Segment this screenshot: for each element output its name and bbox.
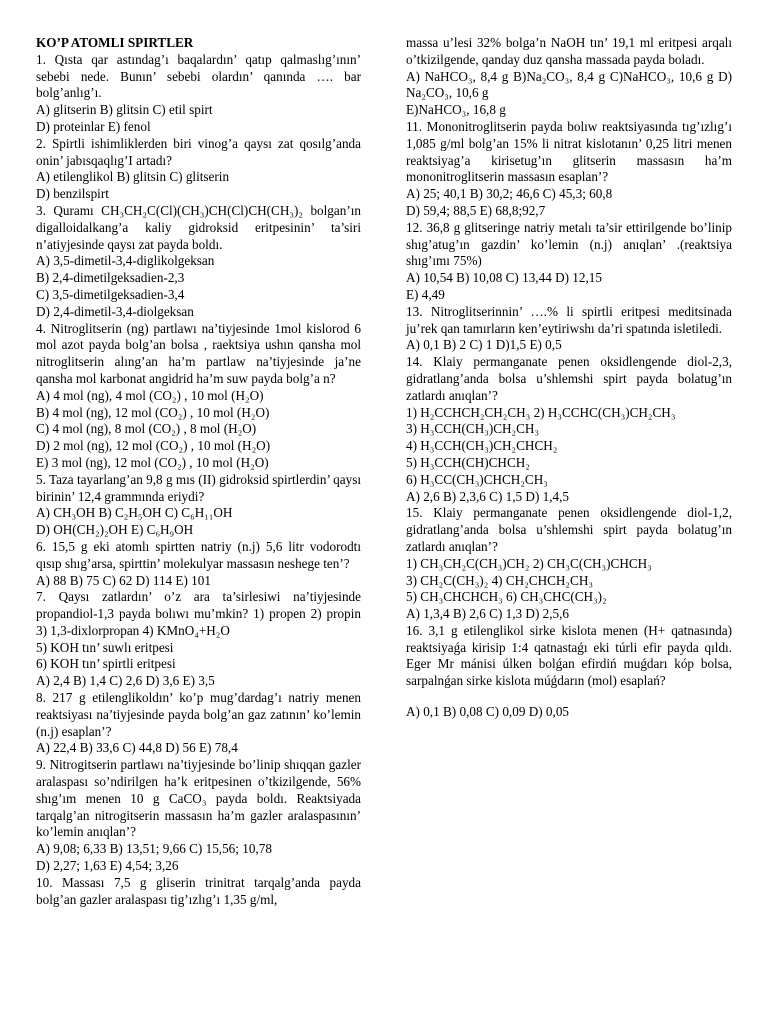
text-line: D) OH(CH₂)₂OH E) C₆H₉OH	[36, 522, 194, 538]
text-line: A) 0,1 B) 0,08 C) 0,09 D) 0,05	[406, 704, 570, 720]
text-line: 8. 217 g etilenglikoldın’ ko’p mug’dardag’ı natriy menen reaktsiyası na’tiyjesinde payda bolg’an gaz zatının’ ko’lemin (n.j) esaplan’?	[36, 690, 361, 739]
text-line: 12. 36,8 g glitseringe natriy metalı ta’sir ettirilgende bo’linip shıg’atug’ın gazdin’ ko’lemin (n.j) anıqlan’ .(reaktsiya shıg’ımı 75%)	[406, 219, 732, 269]
text-line: 13. Nitroglitserinnin’ ….% li spirtli eritpesi meditsinada ju’rek qan tamırların ken’eytiriwshı da’ri spatında isletiledi.	[406, 303, 732, 336]
text-line: 3) H₃CCH(CH₃)CH₂CH₃	[406, 421, 540, 437]
text-line: A) 4 mol (ng), 4 mol (CO₂) , 10 mol (H₂O)	[36, 387, 264, 403]
text-line: D) benzilspirt	[36, 186, 109, 202]
text-line: A) NaHCO₃, 8,4 g B)Na₂CO₃, 8,4 g C)NaHCO₃, 10,6 g D) Na₂CO₃, 10,6 g	[406, 68, 732, 101]
text-line: 1) H₂CCHCH₂CH₂CH₃ 2) H₃CCHC(CH₃)CH₂CH₃	[406, 404, 676, 420]
text-line: A) 3,5-dimetil-3,4-diglikolgeksan	[36, 253, 215, 269]
text-line: 5. Taza tayarlang’an 9,8 g mıs (II) gidroksid spirtlerdin’ qaysı birinin’ 12,4 grammında eriydi?	[36, 471, 361, 504]
text-line: B) 2,4-dimetilgeksadien-2,3	[36, 270, 185, 286]
text-line: 7. Qaysı zatlardın’ o’z ara ta’sirlesiwi na’tiyjesinde propandiol-1,3 payda bolıwı mu’mkin? 1) propen 2) propin 3) 1,3-dixlorpropan 4) KMnO₄+H₂O	[36, 589, 361, 638]
right-column-text	[406, 35, 732, 721]
text-line: A) 25; 40,1 B) 30,2; 46,6 C) 45,3; 60,8	[406, 186, 613, 202]
text-line: A) 9,08; 6,33 B) 13,51; 9,66 C) 15,56; 10,78	[36, 841, 272, 857]
text-line: 5) KOH tın’ suwlı eritpesi	[36, 639, 174, 655]
text-line: 4. Nitroglitserin (ng) partlawı na’tiyjesinde 1mol kislorod 6 mol azot payda bolg’an bolsa , raektsiya ushın qansha mol nitroglitserin alıng’an ha’m partlaw na’tiyjesinde ja’ne qansha mol karbonat angidrid ha’m suw payda bolg’a n?	[36, 320, 361, 386]
text-line: A) etilenglikol B) glitsin C) glitserin	[36, 169, 230, 185]
text-line: A) CH₃OH B) C₂H₅OH C) C₆H₁₁OH	[36, 505, 233, 521]
text-line: A) 0,1 B) 2 C) 1 D)1,5 E) 0,5	[406, 337, 562, 353]
text-line: 5) H₃CCH(CH)CHCH₂	[406, 454, 530, 470]
text-line: 16. 3,1 g etilenglikol sirke kislota menen (H+ qatnasında) reaktsiyaǵa kirisip 1:4 qatnastaǵı eki túrli efir payda qıldı. Eger Mr mánisi úlken bolǵan efirdiń muǵdarı kóp bolsa, sarpalnǵan sirke kislota múǵdarın (mol) esaplań?	[406, 622, 732, 689]
text-line: A) 22,4 B) 33,6 C) 44,8 D) 56 E) 78,4	[36, 740, 238, 756]
text-line: A) 1,3,4 B) 2,6 C) 1,3 D) 2,5,6	[406, 606, 570, 622]
text-line: D) 2 mol (ng), 12 mol (CO₂) , 10 mol (H₂O)	[36, 438, 271, 454]
text-line: C) 3,5-dimetilgeksadien-3,4	[36, 286, 185, 302]
text-line: 6. 15,5 g eki atomlı spirtten natriy (n.j) 5,6 litr vodorodtı qısıp shıg’arsa, spirttin’ molekulyar massasın neshege ten’?	[36, 538, 361, 571]
text-line: D) 2,27; 1,63 E) 4,54; 3,26	[36, 858, 179, 874]
text-line: 2. Spirtli ishimliklerden biri vinog’a qaysı zat qosılg’anda onin’ jabısqaqlıg’I artadı?	[36, 135, 361, 168]
right-column	[406, 35, 732, 721]
text-line: massa u’lesi 32% bolga’n NaOH tın’ 19,1 ml eritpesi arqalı o’tkizilgende, qanday duz qansha massada payda boladı.	[406, 35, 732, 67]
text-line: E) 4,49	[406, 286, 445, 302]
text-line	[406, 690, 732, 704]
text-line: 5) CH₃CHCHCH₃ 6) CH₃CHC(CH₃)₂	[406, 589, 607, 605]
text-line: A) 2,4 B) 1,4 C) 2,6 D) 3,6 E) 3,5	[36, 673, 215, 689]
text-line: 14. Klaiy permanganate penen oksidlengende diol-2,3, gidratlang’anda bolsa u’shlemshi spirt payda bolatug’ın zatlardı anıqlan’?	[406, 354, 732, 403]
text-line: 15. Klaiy permanganate penen oksidlengende diol-1,2, gidratlang’anda bolsa u’shlemshi spirt payda bolatug’ın zatlardı anıqlan’?	[406, 505, 732, 554]
left-column-text	[36, 52, 361, 909]
text-line: C) 4 mol (ng), 8 mol (CO₂) , 8 mol (H₂O)	[36, 421, 257, 437]
text-line: A) glitserin B) glitsin C) etil spirt	[36, 102, 213, 118]
text-line: D) 2,4-dimetil-3,4-diolgeksan	[36, 303, 194, 319]
text-line: 1. Qısta qar astındag’ı baqalardın’ qatıp qalmaslıg’ının’ sebebi nede. Bunın’ sebebi olardın’ qanında …. bar bolg’anlıg’ı.	[36, 51, 361, 101]
left-column	[36, 35, 361, 908]
page-title: KO’P ATOMLI SPIRTLER	[36, 35, 194, 50]
text-line: D) 59,4; 88,5 E) 68,8;92,7	[406, 202, 546, 218]
text-line: 6) KOH tın’ spirtli eritpesi	[36, 656, 176, 672]
text-line: E) 3 mol (ng), 12 mol (CO₂) , 10 mol (H₂O)	[36, 454, 269, 470]
text-line: A) 10,54 B) 10,08 C) 13,44 D) 12,15	[406, 270, 602, 286]
text-line: 11. Mononitroglitserin payda bolıw reaktsiyasında tıg’ızlıg’ı 1,085 g/ml bolg’an 15% li nitrat kislotanın’ 0,25 litri menen reaktsiyag’a kirisetug’ın glitserin massasın ha’m mononitroglitserin massasın esaplan’?	[406, 118, 732, 185]
text-line: E)NaHCO₃, 16,8 g	[406, 102, 506, 118]
text-line: 10. Massası 7,5 g gliserin trinitrat tarqalg’anda payda bolg’an gazler aralaspası tig’ızlıg’ı 1,35 g/ml,	[36, 874, 361, 907]
text-line: D) proteinlar E) fenol	[36, 118, 151, 134]
text-line: B) 4 mol (ng), 12 mol (CO₂) , 10 mol (H₂O)	[36, 404, 270, 420]
text-line: A) 88 B) 75 C) 62 D) 114 E) 101	[36, 572, 211, 588]
text-line: 3. Quramı CH₃CH₂C(Cl)(CH₃)CH(Cl)CH(CH₃)₂ bolgan’ın digalloidalkang’a kaliy gidroksid eritpesinin’ ta’siri n’atiyjesinde qaysı zat payda boldı.	[36, 202, 361, 252]
text-line: 1) CH₃CH₂C(CH₃)CH₂ 2) CH₃C(CH₃)CHCH₃	[406, 555, 652, 571]
text-line: 4) H₃CCH(CH₃)CH₂CHCH₂	[406, 438, 558, 454]
text-line: 6) H₃CC(CH₃)CHCH₂CH₃	[406, 471, 548, 487]
text-line: 9. Nitrogitserin partlawı na’tiyjesinde bo’linip shıqqan gazler aralaspası so’ndirilgen ha’k eritpesinen o’tkizilgende, 56% shıg’ım menen 10 g CaCO₃ payda boldı. Reaktsiyada tarqalg’an nitrogitserin massasın ha’m gazler aralaspasının’ ko’lemin anıqlan’?	[36, 757, 361, 840]
text-line: A) 2,6 B) 2,3,6 C) 1,5 D) 1,4,5	[406, 488, 570, 504]
text-line: 3) CH₂C(CH₃)₂ 4) CH₂CHCH₂CH₃	[406, 572, 593, 588]
